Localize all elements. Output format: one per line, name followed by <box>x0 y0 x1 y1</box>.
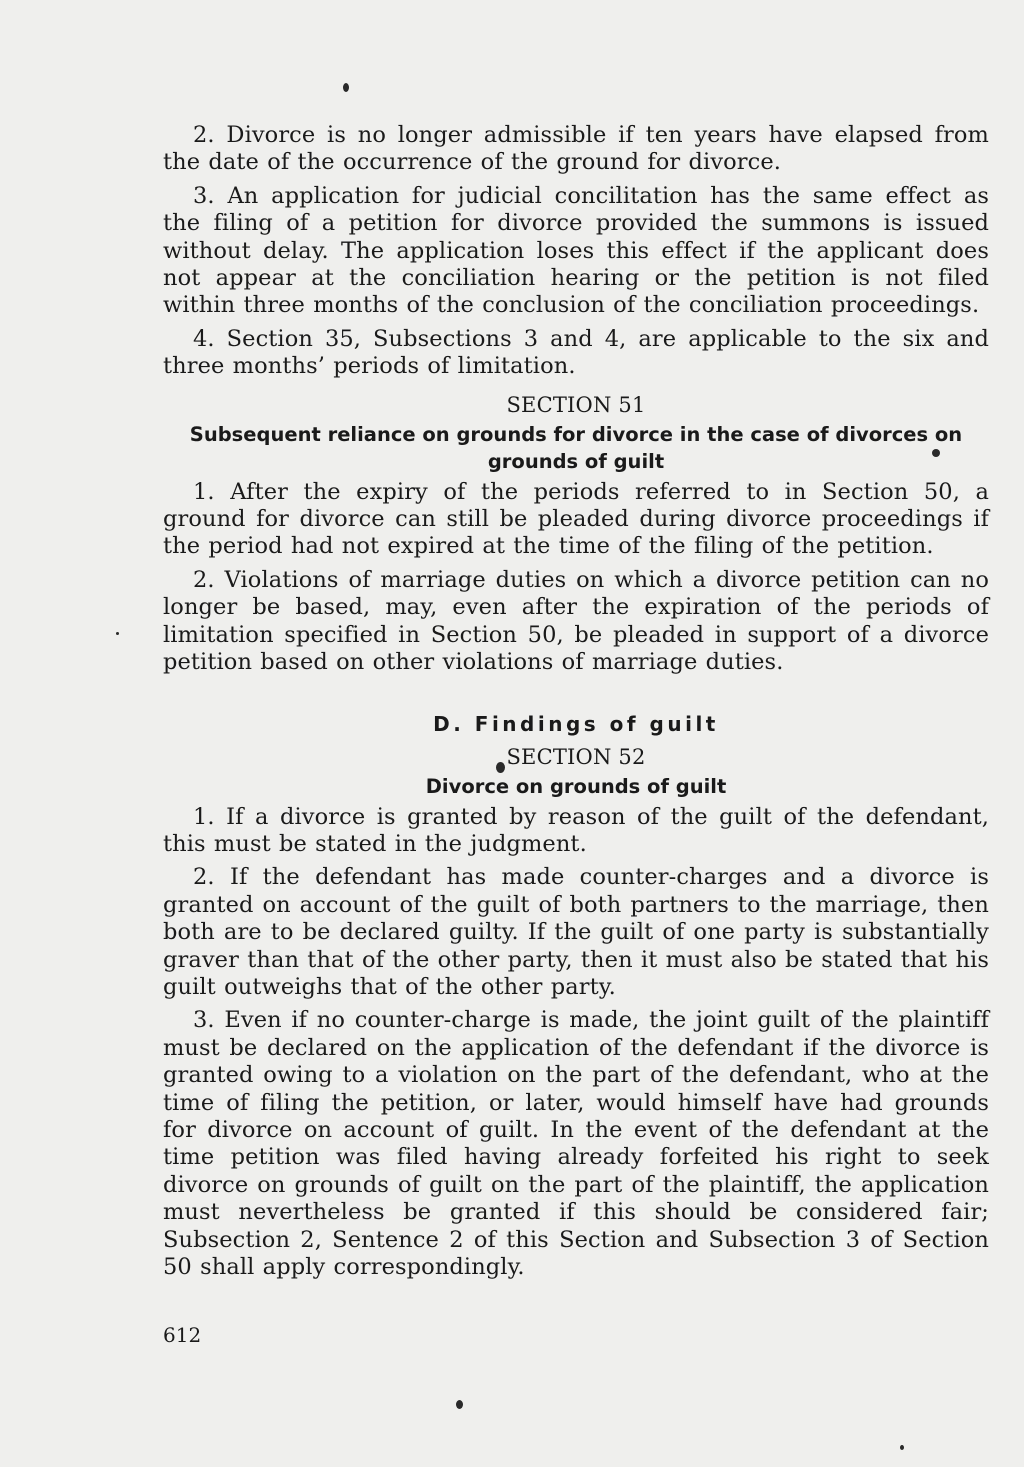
scan-speck <box>900 1445 904 1450</box>
section-52-heading: SECTION 52 <box>506 744 646 769</box>
paragraph-51-2: 2. Violations of marriage duties on which a divorce petition can no longer be based, may, even after the expiration of the periods of limitation specified in Section 50, be pleaded in support of a divorce petition based on other violations of marriage duties. <box>163 566 989 676</box>
paragraph-50-4: 4. Section 35, Subsections 3 and 4, are applicable to the six and three months’ periods of limitation. <box>163 325 989 380</box>
scan-speck <box>456 1400 463 1409</box>
page-number: 612 <box>163 1323 202 1347</box>
section-51-heading: SECTION 51 <box>506 392 646 417</box>
section-51-title: Subsequent reliance on grounds for divorce in the case of divorces on grounds of guilt <box>189 422 963 473</box>
paragraph-50-3: 3. An application for judicial concilitation has the same effect as the filing of a petition for divorce provided the summons is issued without delay. The application loses this effect if the applicant does not appear at the conciliation hearing or the petition is not filed within three months of the conclusion of the conciliation proceedings. <box>163 182 989 319</box>
scan-speck <box>116 632 119 635</box>
paragraph-50-2: 2. Divorce is no longer admissible if ten years have elapsed from the date of the occurrence of the ground for divorce. <box>163 122 989 176</box>
part-d-heading: D. Findings of guilt <box>433 711 719 736</box>
paragraph-52-3: 3. Even if no counter-charge is made, the joint guilt of the plaintiff must be declared on the application of the defendant if the divorce is granted owing to a violation on the part of the defendant, who at the time of filing the petition, or later, would himself have had grounds for divorce on account of guilt. In the event of the defendant at the time petition was filed having already forfeited his right to seek divorce on grounds of guilt on the part of the plaintiff, the application must nevertheless be granted if this should be considered fair; Subsection 2, Sentence 2 of this Section and Subsection 3 of Section 50 shall apply correspondingly. <box>163 1007 989 1280</box>
paragraph-51-1: 1. After the expiry of the periods referred to in Section 50, a ground for divorce can still be pleaded during divorce proceedings if the period had not expired at the time of the filing of the petition. <box>163 478 989 560</box>
paragraph-52-2: 2. If the defendant has made counter-charges and a divorce is granted on account of the guilt of both partners to the marriage, then both are to be declared guilty. If the guilt of one party is substantially graver than that of the other party, then it must also be stated that his guilt outweighs that of the other party. <box>163 864 989 1000</box>
paragraph-52-1: 1. If a divorce is granted by reason of the guilt of the defendant, this must be stated in the judgment. <box>163 803 989 857</box>
section-52-title: Divorce on grounds of guilt <box>425 774 727 798</box>
scan-speck <box>343 83 349 92</box>
text-column <box>163 122 989 1287</box>
